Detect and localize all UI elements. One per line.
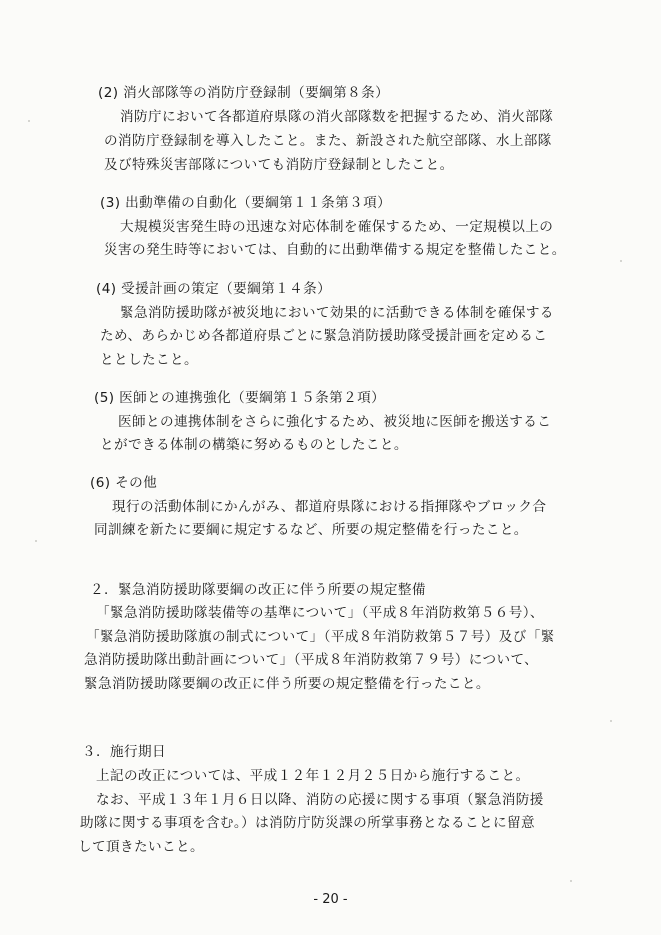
paragraph-line: とができる体制の構築に努めるものとしたこと。 [100,437,408,453]
paragraph-line: して頂きたいこと。 [78,839,204,855]
section-heading: ２．緊急消防援助隊要綱の改正に伴う所要の規定整備 [90,582,426,598]
paragraph-line: 及び特殊災害部隊についても消防庁登録制としたこと。 [104,157,454,173]
paragraph-line: ととしたこと。 [100,352,198,368]
paragraph-line: 災害の発生時等においては、自動的に出動準備する規定を整備したこと。 [104,242,566,258]
scan-noise [620,260,622,262]
paragraph-line: 緊急消防援助隊要綱の改正に伴う所要の規定整備を行ったこと。 [84,676,490,692]
paragraph-line: 上記の改正については、平成１２年１２月２５日から施行すること。 [96,768,530,784]
paragraph-line: 「緊急消防援助隊旗の制式について」（平成８年消防救第５７号）及び「緊 [86,629,555,645]
paragraph-line: 同訓練を新たに要綱に規定するなど、所要の規定整備を行ったこと。 [94,522,528,538]
paragraph-line: 助隊に関する事項を含む。）は消防庁防災課の所掌事務となることに留意 [80,815,535,831]
page-number: - 20 - [313,892,348,907]
section-heading: (5) 医師との連携強化（要綱第１５条第２項） [94,390,386,406]
section-heading: (3) 出動準備の自動化（要綱第１１条第３項） [100,195,392,211]
scan-noise [28,120,30,122]
paragraph-line: 現行の活動体制にかんがみ、都道府県隊における指揮隊やブロック合 [112,499,547,515]
section-heading: (4) 受援計画の策定（要綱第１４条） [96,281,332,297]
paragraph-line: 医師との連携体制をさらに強化するため、被災地に医師を搬送するこ [118,414,552,430]
section-heading: ３．施行期日 [82,744,166,760]
paragraph-line: 緊急消防援助隊が被災地において効果的に活動できる体制を確保する [120,305,554,321]
scan-noise [35,540,37,542]
paragraph-line: の消防庁登録制を導入したこと。また、新設された航空部隊、水上部隊 [104,133,552,149]
paragraph-line: なお、平成１３年１月６日以降、消防の応援に関する事項（緊急消防援 [96,792,544,808]
paragraph-line: 大規模災害発生時の迅速な対応体制を確保するため、一定規模以上の [120,219,554,235]
scan-noise [610,720,612,722]
paragraph-line: 急消防援助隊出動計画について」（平成８年消防救第７９号）について、 [84,652,539,668]
paragraph-line: 消防庁において各都道府県隊の消火部隊数を把握するため、消火部隊 [120,109,554,125]
paragraph-line: ため、あらかじめ各都道府県ごとに緊急消防援助隊受援計画を定めるこ [100,328,548,344]
paragraph-line: 「緊急消防援助隊装備等の基準について」（平成８年消防救第５６号）、 [96,605,544,621]
section-heading: (6) その他 [90,475,158,491]
section-heading: (2) 消火部隊等の消防庁登録制（要綱第８条） [98,85,390,101]
scan-noise [570,880,572,882]
